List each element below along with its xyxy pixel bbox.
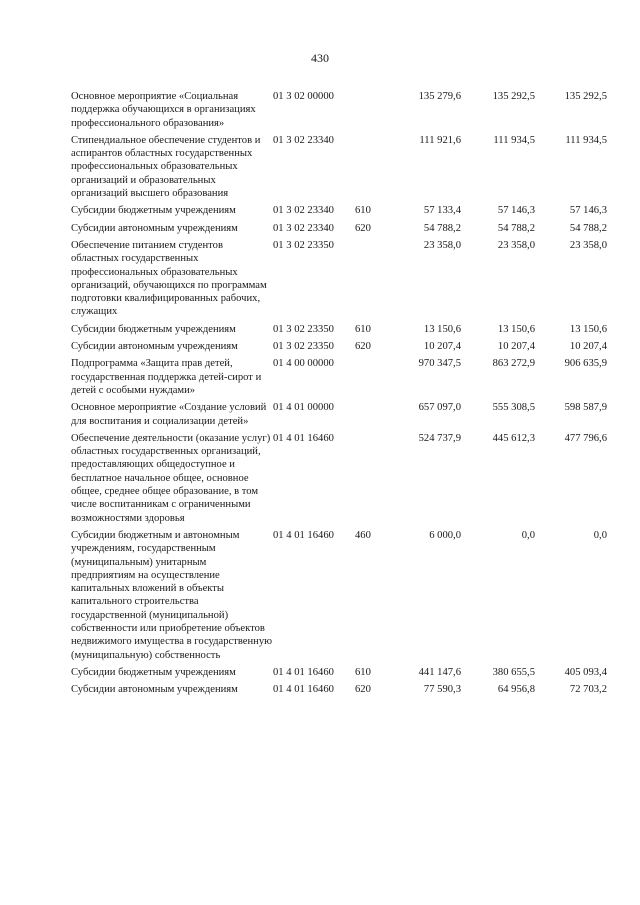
row-name: Стипендиальное обеспечение студентов и аспирантов областных государственных профессиональных образовательных организаций и образовательных организаций высшего образования: [71, 134, 261, 200]
table-row: [71, 666, 607, 683]
row-vr: 610: [355, 205, 371, 217]
row-value-3: 111 934,5: [565, 134, 607, 146]
row-value-2: 111 934,5: [493, 134, 535, 146]
row-vr: [355, 134, 377, 204]
row-value-1: 441 147,6: [418, 666, 461, 678]
row-value-1: 54 788,2: [423, 222, 461, 234]
table-row: [71, 683, 607, 700]
row-code: 01 4 00 00000: [273, 358, 334, 370]
row-value-2: 57 146,3: [497, 205, 535, 217]
page-number: 430: [311, 51, 329, 65]
row-vr: [355, 90, 377, 134]
row-name: Субсидии бюджетным учреждениям: [71, 323, 236, 335]
row-value-3: 135 292,5: [564, 91, 607, 102]
row-code: 01 3 02 23350: [273, 323, 334, 335]
row-code: 01 4 01 00000: [273, 402, 334, 414]
row-vr: [355, 239, 377, 323]
row-name: Субсидии автономным учреждениям: [71, 684, 238, 696]
row-value-2: 445 612,3: [492, 432, 535, 444]
row-code: 01 4 01 16460: [273, 666, 334, 678]
row-vr: [355, 432, 377, 529]
row-code: 01 3 02 00000: [273, 91, 334, 102]
row-value-2: 54 788,2: [497, 222, 535, 234]
row-value-3: 477 796,6: [564, 432, 607, 444]
row-value-2: 64 956,8: [497, 684, 535, 696]
row-value-1: 10 207,4: [423, 341, 461, 353]
table-row: [71, 401, 607, 432]
row-value-2: 23 358,0: [497, 239, 535, 251]
row-vr: 620: [355, 222, 371, 234]
row-value-1: 6 000,0: [429, 529, 461, 541]
row-value-1: 77 590,3: [423, 684, 461, 696]
table-row: [71, 204, 607, 221]
row-value-3: 54 788,2: [569, 222, 607, 234]
row-code: 01 4 01 16460: [273, 432, 334, 444]
row-vr: 620: [355, 341, 371, 353]
table-row: [71, 239, 607, 323]
row-value-2: 380 655,5: [492, 666, 535, 678]
row-name: Субсидии автономным учреждениям: [71, 341, 238, 353]
row-vr: 460: [355, 529, 371, 541]
table-row: [71, 90, 607, 134]
row-vr: 620: [355, 684, 371, 696]
row-name: Субсидии бюджетным учреждениям: [71, 666, 236, 678]
row-value-1: 970 347,5: [418, 358, 461, 370]
row-value-3: 405 093,4: [564, 666, 607, 678]
row-value-3: 72 703,2: [569, 684, 607, 696]
row-vr: [355, 357, 377, 401]
row-value-2: 13 150,6: [497, 323, 535, 335]
row-name: Основное мероприятие «Создание условий для воспитания и социализации детей»: [71, 402, 267, 427]
table-row: [71, 357, 607, 401]
table-row: [71, 529, 607, 666]
row-name: Обеспечение деятельности (оказание услуг) областных государственных организаций, предоставляющих общедоступное и бесплатное начальное общее, основное общее, среднее общее образование, в том числе воспитанникам с ограниченными возможностями здоровья: [71, 432, 271, 524]
row-value-1: 135 279,6: [418, 91, 461, 102]
row-name: Субсидии автономным учреждениям: [71, 222, 238, 234]
table-row: [71, 340, 607, 357]
row-value-1: 524 737,9: [418, 432, 461, 444]
row-code: 01 3 02 23350: [273, 239, 334, 251]
table-row: [71, 432, 607, 529]
row-value-3: 906 635,9: [564, 358, 607, 370]
row-value-2: 0,0: [521, 529, 535, 541]
row-name: Основное мероприятие «Социальная поддержка обучающихся в организациях профессионального образования»: [71, 91, 256, 129]
row-vr: 610: [355, 323, 371, 335]
row-value-1: 657 097,0: [418, 402, 461, 414]
row-value-3: 23 358,0: [569, 239, 607, 251]
row-vr: 610: [355, 666, 371, 678]
row-value-2: 863 272,9: [492, 358, 535, 370]
row-vr: [355, 401, 377, 432]
row-code: 01 3 02 23340: [273, 205, 334, 217]
row-code: 01 4 01 16460: [273, 529, 334, 541]
row-code: 01 3 02 23340: [273, 134, 334, 146]
row-value-3: 10 207,4: [569, 341, 607, 353]
row-value-3: 0,0: [593, 529, 607, 541]
row-code: 01 4 01 16460: [273, 684, 334, 696]
row-value-1: 57 133,4: [423, 205, 461, 217]
row-value-2: 10 207,4: [497, 341, 535, 353]
row-code: 01 3 02 23350: [273, 341, 334, 353]
row-code: 01 3 02 23340: [273, 222, 334, 234]
row-value-2: 555 308,5: [492, 402, 535, 414]
table-row: [71, 134, 607, 204]
table-row: [71, 222, 607, 239]
budget-table: [71, 90, 607, 700]
table-row: [71, 323, 607, 340]
row-value-2: 135 292,5: [492, 91, 535, 102]
row-name: Субсидии бюджетным учреждениям: [71, 205, 236, 217]
row-value-3: 598 587,9: [564, 402, 607, 414]
row-name: Обеспечение питанием студентов областных государственных профессиональных образовательных организаций, обучающихся по программам подготовки квалифицированных рабочих, служащих: [71, 239, 267, 318]
row-value-1: 111 921,6: [419, 134, 461, 146]
row-value-1: 13 150,6: [423, 323, 461, 335]
row-name: Подпрограмма «Защита прав детей, государственная поддержка детей-сирот и детей с особыми нуждами»: [71, 358, 262, 396]
row-value-1: 23 358,0: [423, 239, 461, 251]
row-value-3: 57 146,3: [569, 205, 607, 217]
row-value-3: 13 150,6: [569, 323, 607, 335]
row-name: Субсидии бюджетным и автономным учреждениям, государственным (муниципальным) унитарным предприятиям на осуществление капитальных вложений в объекты капитального строительства государственной (муниципальной) собственности или приобретение объектов недвижимого имущества в государственную (муниципальную) собственность: [71, 529, 273, 661]
